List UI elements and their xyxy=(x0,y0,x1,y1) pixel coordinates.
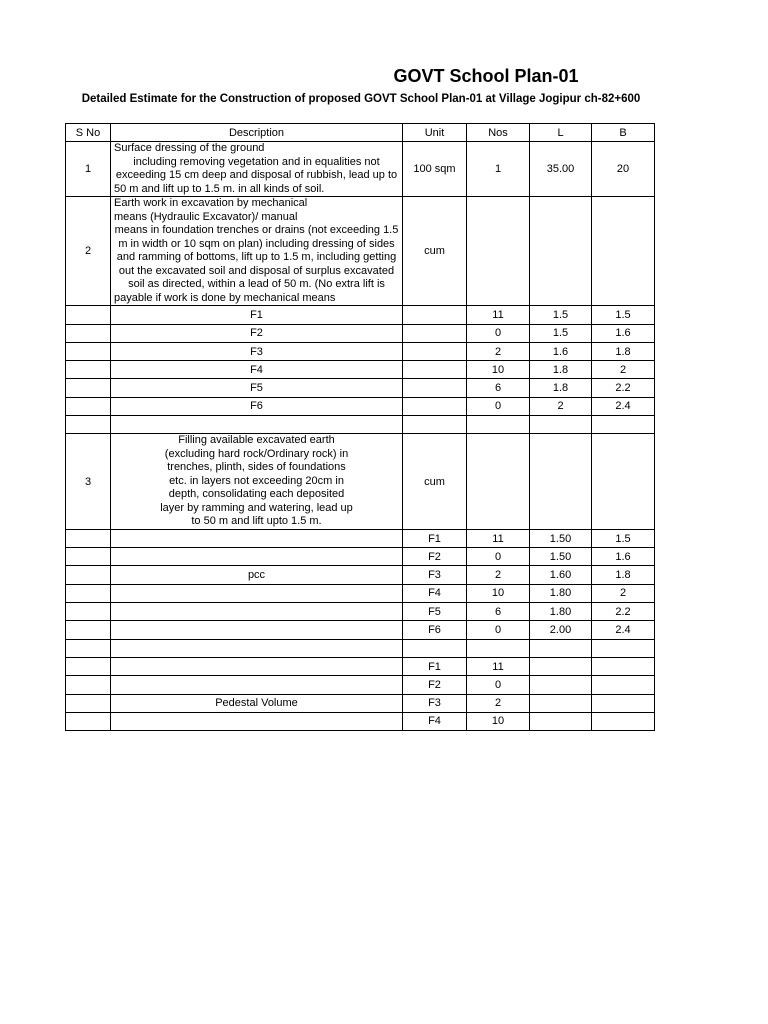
empty-cell xyxy=(403,397,467,415)
empty-cell xyxy=(592,694,655,712)
empty-cell xyxy=(66,694,111,712)
empty-cell xyxy=(111,712,403,730)
item-sno: 1 xyxy=(66,142,111,197)
table-header-row xyxy=(66,124,655,142)
footing-b: 1.8 xyxy=(592,342,655,360)
table-row xyxy=(66,361,655,379)
description-line: trenches, plinth, sides of foundations xyxy=(167,461,346,474)
empty-cell xyxy=(530,197,592,306)
footing-label: F4 xyxy=(111,361,403,379)
footing-label: F5 xyxy=(403,603,467,621)
empty-cell xyxy=(111,584,403,602)
footing-label: F4 xyxy=(403,584,467,602)
footing-label: F2 xyxy=(111,324,403,342)
footing-label: F3 xyxy=(403,566,467,584)
empty-cell xyxy=(467,197,530,306)
empty-cell xyxy=(111,548,403,566)
table-row xyxy=(66,379,655,397)
footing-l: 1.6 xyxy=(530,342,592,360)
empty-cell xyxy=(66,584,111,602)
footing-label: F2 xyxy=(403,676,467,694)
table-row xyxy=(66,529,655,547)
footing-l: 1.8 xyxy=(530,361,592,379)
description-line: means in foundation trenches or drains (not exceeding 1.5 m in width or 10 sqm on plan) including dressing of sides and ramming of bottoms, lift up to 1.5 m, including getting out the excavated soil and disposal of surplus excavated soil as directed, within a lead of 50 m. (No extra lift is payable if work is done by mechanical means xyxy=(114,224,399,304)
footing-b: 2 xyxy=(592,584,655,602)
item-unit: 100 sqm xyxy=(403,142,467,197)
empty-cell xyxy=(592,657,655,675)
table-row xyxy=(66,324,655,342)
empty-cell xyxy=(592,676,655,694)
table-row xyxy=(66,566,655,584)
table-row xyxy=(66,397,655,415)
table-row xyxy=(66,676,655,694)
empty-cell xyxy=(592,639,655,657)
empty-cell xyxy=(530,712,592,730)
col-header-sno: S No xyxy=(66,124,111,142)
pcc-label: pcc xyxy=(111,566,403,584)
footing-nos: 11 xyxy=(467,306,530,324)
empty-cell xyxy=(530,434,592,530)
col-header-unit: Unit xyxy=(403,124,467,142)
footing-label: F3 xyxy=(403,694,467,712)
footing-b: 1.8 xyxy=(592,566,655,584)
table-row xyxy=(66,621,655,639)
footing-l: 2 xyxy=(530,397,592,415)
footing-nos: 0 xyxy=(467,548,530,566)
empty-cell xyxy=(66,324,111,342)
empty-cell xyxy=(403,379,467,397)
footing-nos: 11 xyxy=(467,529,530,547)
footing-l: 1.60 xyxy=(530,566,592,584)
col-header-description: Description xyxy=(111,124,403,142)
col-header-l: L xyxy=(530,124,592,142)
table-row xyxy=(66,603,655,621)
footing-label: F1 xyxy=(403,657,467,675)
empty-cell xyxy=(66,306,111,324)
empty-cell xyxy=(111,676,403,694)
footing-nos: 2 xyxy=(467,566,530,584)
page-subtitle: Detailed Estimate for the Construction of proposed GOVT School Plan-01 at Village Jogipur ch-82+600 xyxy=(81,93,641,105)
footing-b: 1.6 xyxy=(592,548,655,566)
footing-b: 1.6 xyxy=(592,324,655,342)
footing-b: 1.5 xyxy=(592,529,655,547)
footing-l: 1.5 xyxy=(530,306,592,324)
table-row xyxy=(66,342,655,360)
item-unit: cum xyxy=(403,434,467,530)
empty-cell xyxy=(66,676,111,694)
empty-cell xyxy=(66,712,111,730)
empty-cell xyxy=(66,621,111,639)
empty-cell xyxy=(66,566,111,584)
pedestal-label: Pedestal Volume xyxy=(111,694,403,712)
description-line: means (Hydraulic Excavator)/ manual xyxy=(114,210,298,223)
estimate-table xyxy=(65,123,655,731)
description-line: depth, consolidating each deposited xyxy=(168,488,345,501)
table-row xyxy=(66,142,655,197)
footing-label: F2 xyxy=(403,548,467,566)
table-row xyxy=(66,694,655,712)
empty-cell xyxy=(111,416,403,434)
item-b: 20 xyxy=(592,142,655,197)
empty-cell xyxy=(530,676,592,694)
footing-label: F5 xyxy=(111,379,403,397)
empty-cell xyxy=(530,694,592,712)
footing-nos: 6 xyxy=(467,603,530,621)
footing-l: 2.00 xyxy=(530,621,592,639)
item-sno: 3 xyxy=(66,434,111,530)
empty-cell xyxy=(66,379,111,397)
empty-cell xyxy=(111,603,403,621)
empty-cell xyxy=(111,657,403,675)
empty-cell xyxy=(66,639,111,657)
description-line: etc. in layers not exceeding 20cm in xyxy=(169,474,344,487)
item-description xyxy=(111,142,403,197)
empty-cell xyxy=(66,657,111,675)
empty-cell xyxy=(403,306,467,324)
empty-cell xyxy=(530,639,592,657)
empty-cell xyxy=(592,197,655,306)
empty-cell xyxy=(530,657,592,675)
footing-nos: 0 xyxy=(467,676,530,694)
description-line: layer by ramming and watering, lead up xyxy=(160,501,353,514)
empty-cell xyxy=(403,639,467,657)
description-line: Earth work in excavation by mechanical xyxy=(114,197,308,210)
empty-cell xyxy=(66,548,111,566)
footing-nos: 6 xyxy=(467,379,530,397)
item-description xyxy=(111,434,403,530)
footing-nos: 11 xyxy=(467,657,530,675)
footing-label: F4 xyxy=(403,712,467,730)
col-header-nos: Nos xyxy=(467,124,530,142)
footing-b: 2.2 xyxy=(592,379,655,397)
footing-nos: 0 xyxy=(467,397,530,415)
footing-label: F3 xyxy=(111,342,403,360)
footing-nos: 10 xyxy=(467,361,530,379)
footing-label: F1 xyxy=(403,529,467,547)
empty-cell xyxy=(592,712,655,730)
footing-l: 1.50 xyxy=(530,548,592,566)
description-line: Filling available excavated earth xyxy=(178,434,335,447)
footing-l: 1.80 xyxy=(530,603,592,621)
table-row xyxy=(66,712,655,730)
empty-cell xyxy=(66,603,111,621)
empty-cell xyxy=(403,416,467,434)
footing-label: F6 xyxy=(403,621,467,639)
description-line: to 50 m and lift upto 1.5 m. xyxy=(191,515,322,528)
footing-b: 2.4 xyxy=(592,397,655,415)
footing-l: 1.5 xyxy=(530,324,592,342)
item-description xyxy=(111,197,403,306)
table-row xyxy=(66,197,655,306)
empty-cell xyxy=(66,397,111,415)
footing-label: F6 xyxy=(111,397,403,415)
item-nos: 1 xyxy=(467,142,530,197)
footing-l: 1.80 xyxy=(530,584,592,602)
table-row xyxy=(66,657,655,675)
empty-cell xyxy=(66,342,111,360)
page-title: GOVT School Plan-01 xyxy=(393,66,579,86)
empty-cell xyxy=(467,416,530,434)
empty-cell xyxy=(530,416,592,434)
footing-b: 1.5 xyxy=(592,306,655,324)
empty-cell xyxy=(467,434,530,530)
table-row xyxy=(66,584,655,602)
footing-nos: 2 xyxy=(467,342,530,360)
empty-cell xyxy=(403,361,467,379)
item-sno: 2 xyxy=(66,197,111,306)
description-line: including removing vegetation and in equalities not exceeding 15 cm deep and disposal of rubbish, lead up to 50 m and lift up to 1.5 m. in all kinds of soil. xyxy=(114,155,398,195)
empty-cell xyxy=(467,639,530,657)
footing-nos: 10 xyxy=(467,584,530,602)
empty-cell xyxy=(66,361,111,379)
footing-b: 2.2 xyxy=(592,603,655,621)
footing-label: F1 xyxy=(111,306,403,324)
table-row xyxy=(66,434,655,530)
footing-l: 1.50 xyxy=(530,529,592,547)
empty-cell xyxy=(66,416,111,434)
col-header-b: B xyxy=(592,124,655,142)
footing-l: 1.8 xyxy=(530,379,592,397)
item-l: 35.00 xyxy=(530,142,592,197)
empty-cell xyxy=(111,529,403,547)
footing-nos: 0 xyxy=(467,324,530,342)
empty-cell xyxy=(66,529,111,547)
empty-cell xyxy=(592,416,655,434)
empty-cell xyxy=(111,639,403,657)
empty-cell xyxy=(403,324,467,342)
empty-cell xyxy=(592,434,655,530)
item-unit: cum xyxy=(403,197,467,306)
footing-nos: 2 xyxy=(467,694,530,712)
table-row-empty xyxy=(66,416,655,434)
table-row xyxy=(66,306,655,324)
description-line: (excluding hard rock/Ordinary rock) in xyxy=(164,447,349,460)
empty-cell xyxy=(403,342,467,360)
footing-b: 2 xyxy=(592,361,655,379)
footing-nos: 0 xyxy=(467,621,530,639)
empty-cell xyxy=(111,621,403,639)
description-line: Surface dressing of the ground xyxy=(114,142,265,155)
table-row xyxy=(66,548,655,566)
footing-nos: 10 xyxy=(467,712,530,730)
table-row-empty xyxy=(66,639,655,657)
footing-b: 2.4 xyxy=(592,621,655,639)
